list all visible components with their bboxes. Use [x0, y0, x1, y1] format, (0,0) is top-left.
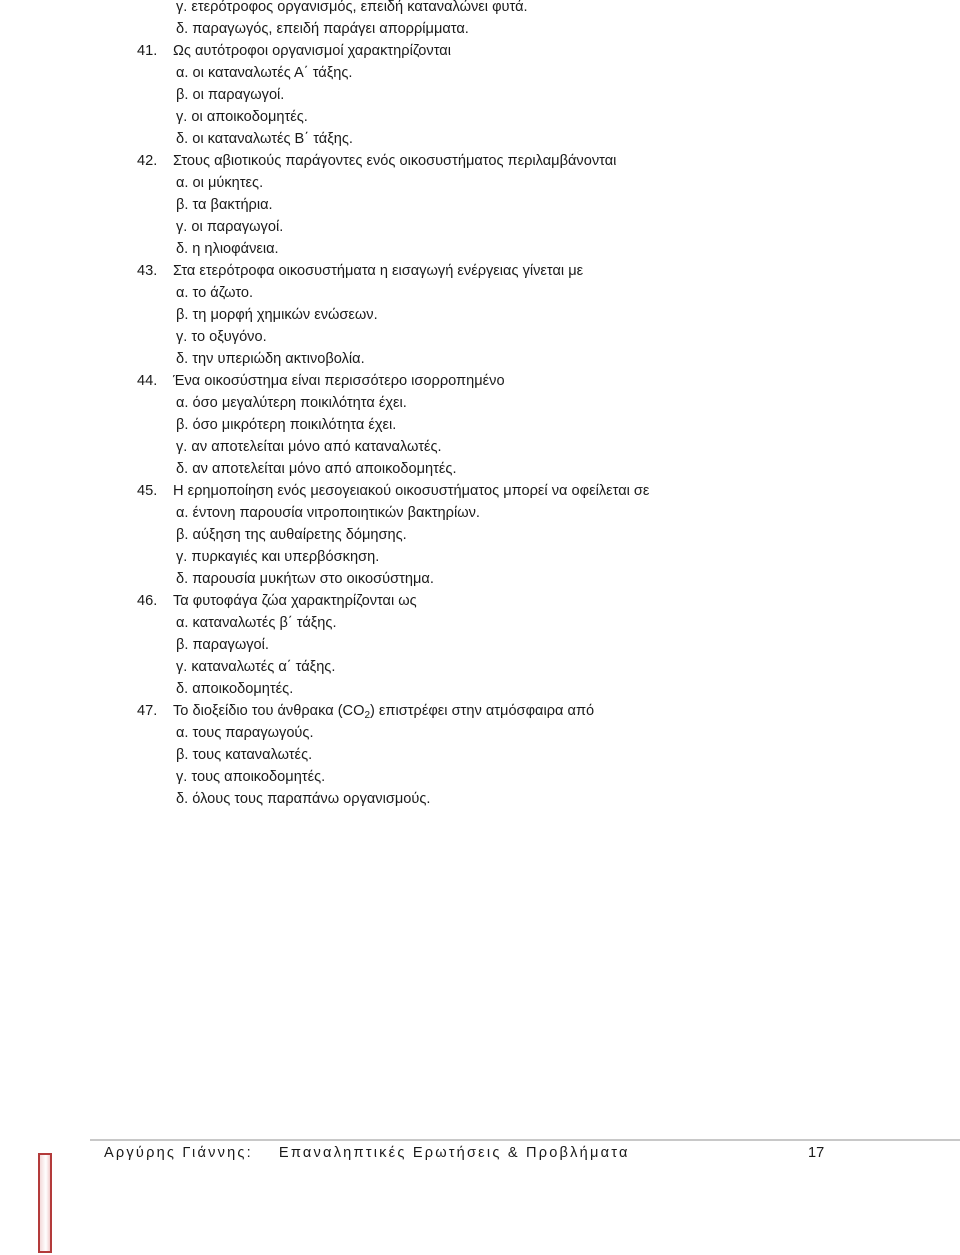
option-d: δ. οι καταναλωτές Β΄ τάξης.	[176, 131, 353, 147]
option-c: γ. τους αποικοδομητές.	[176, 769, 326, 785]
option-b: β. όσο μικρότερη ποικιλότητα έχει.	[176, 417, 397, 433]
option-d: δ. αποικοδομητές.	[176, 681, 294, 697]
question-number: 42.	[137, 153, 158, 169]
question-number: 46.	[137, 593, 158, 609]
option-line: γ. ετερότροφος οργανισμός, επειδή καταναλώνει φυτά.	[176, 0, 528, 15]
option-b: β. οι παραγωγοί.	[176, 87, 285, 103]
option-b: β. παραγωγοί.	[176, 637, 269, 653]
question-text: Τα φυτοφάγα ζώα χαρακτηρίζονται ως	[173, 593, 417, 609]
question-number: 47.	[137, 703, 158, 719]
option-b: β. τους καταναλωτές.	[176, 747, 313, 763]
option-d: δ. παρουσία μυκήτων στο οικοσύστημα.	[176, 571, 434, 587]
option-line: δ. παραγωγός, επειδή παράγει απορρίμματα.	[176, 21, 469, 37]
footer-author: Αργύρης Γιάννης:	[104, 1145, 253, 1161]
option-c: γ. αν αποτελείται μόνο από καταναλωτές.	[176, 439, 442, 455]
option-a: α. τους παραγωγούς.	[176, 725, 314, 741]
question-number: 45.	[137, 483, 158, 499]
option-c: γ. οι αποικοδομητές.	[176, 109, 308, 125]
option-b: β. τη μορφή χημικών ενώσεων.	[176, 307, 378, 323]
footer-running-title	[104, 1143, 630, 1163]
option-c: γ. πυρκαγιές και υπερβόσκηση.	[176, 549, 380, 565]
option-b: β. τα βακτήρια.	[176, 197, 273, 213]
question-text: Στα ετερότροφα οικοσυστήματα η εισαγωγή ενέργειας γίνεται με	[173, 263, 584, 279]
page-edge-decoration	[38, 1153, 52, 1253]
question-text-part: ) επιστρέφει στην ατμόσφαιρα από	[370, 703, 595, 719]
option-a: α. όσο μεγαλύτερη ποικιλότητα έχει.	[176, 395, 407, 411]
question-text-part: Το διοξείδιο του άνθρακα (CO	[173, 703, 365, 719]
question-number: 44.	[137, 373, 158, 389]
question-number: 43.	[137, 263, 158, 279]
option-d: δ. όλους τους παραπάνω οργανισμούς.	[176, 791, 431, 807]
option-a: α. το άζωτο.	[176, 285, 254, 301]
option-d: δ. αν αποτελείται μόνο από αποικοδομητές.	[176, 461, 457, 477]
question-number: 41.	[137, 43, 158, 59]
option-d: δ. η ηλιοφάνεια.	[176, 241, 279, 257]
question-text	[173, 701, 594, 721]
option-a: α. οι καταναλωτές Α΄ τάξης.	[176, 65, 353, 81]
option-a: α. καταναλωτές β΄ τάξης.	[176, 615, 337, 631]
option-c: γ. καταναλωτές α΄ τάξης.	[176, 659, 336, 675]
option-b: β. αύξηση της αυθαίρετης δόμησης.	[176, 527, 407, 543]
subscript: 2	[364, 710, 371, 721]
question-text: Στους αβιοτικούς παράγοντες ενός οικοσυστήματος περιλαμβάνονται	[173, 153, 617, 169]
option-c: γ. το οξυγόνο.	[176, 329, 267, 345]
option-d: δ. την υπεριώδη ακτινοβολία.	[176, 351, 365, 367]
question-text: Η ερημοποίηση ενός μεσογειακού οικοσυστήματος μπορεί να οφείλεται σε	[173, 483, 650, 499]
option-c: γ. οι παραγωγοί.	[176, 219, 284, 235]
page-number: 17	[808, 1145, 825, 1161]
question-text: Ως αυτότροφοι οργανισμοί χαρακτηρίζονται	[173, 43, 451, 59]
footer-divider	[90, 1139, 960, 1141]
question-text: Ένα οικοσύστημα είναι περισσότερο ισορροπημένο	[173, 373, 505, 389]
footer-title: Επαναληπτικές Ερωτήσεις & Προβλήματα	[278, 1145, 630, 1161]
option-a: α. οι μύκητες.	[176, 175, 264, 191]
option-a: α. έντονη παρουσία νιτροποιητικών βακτηρίων.	[176, 505, 480, 521]
